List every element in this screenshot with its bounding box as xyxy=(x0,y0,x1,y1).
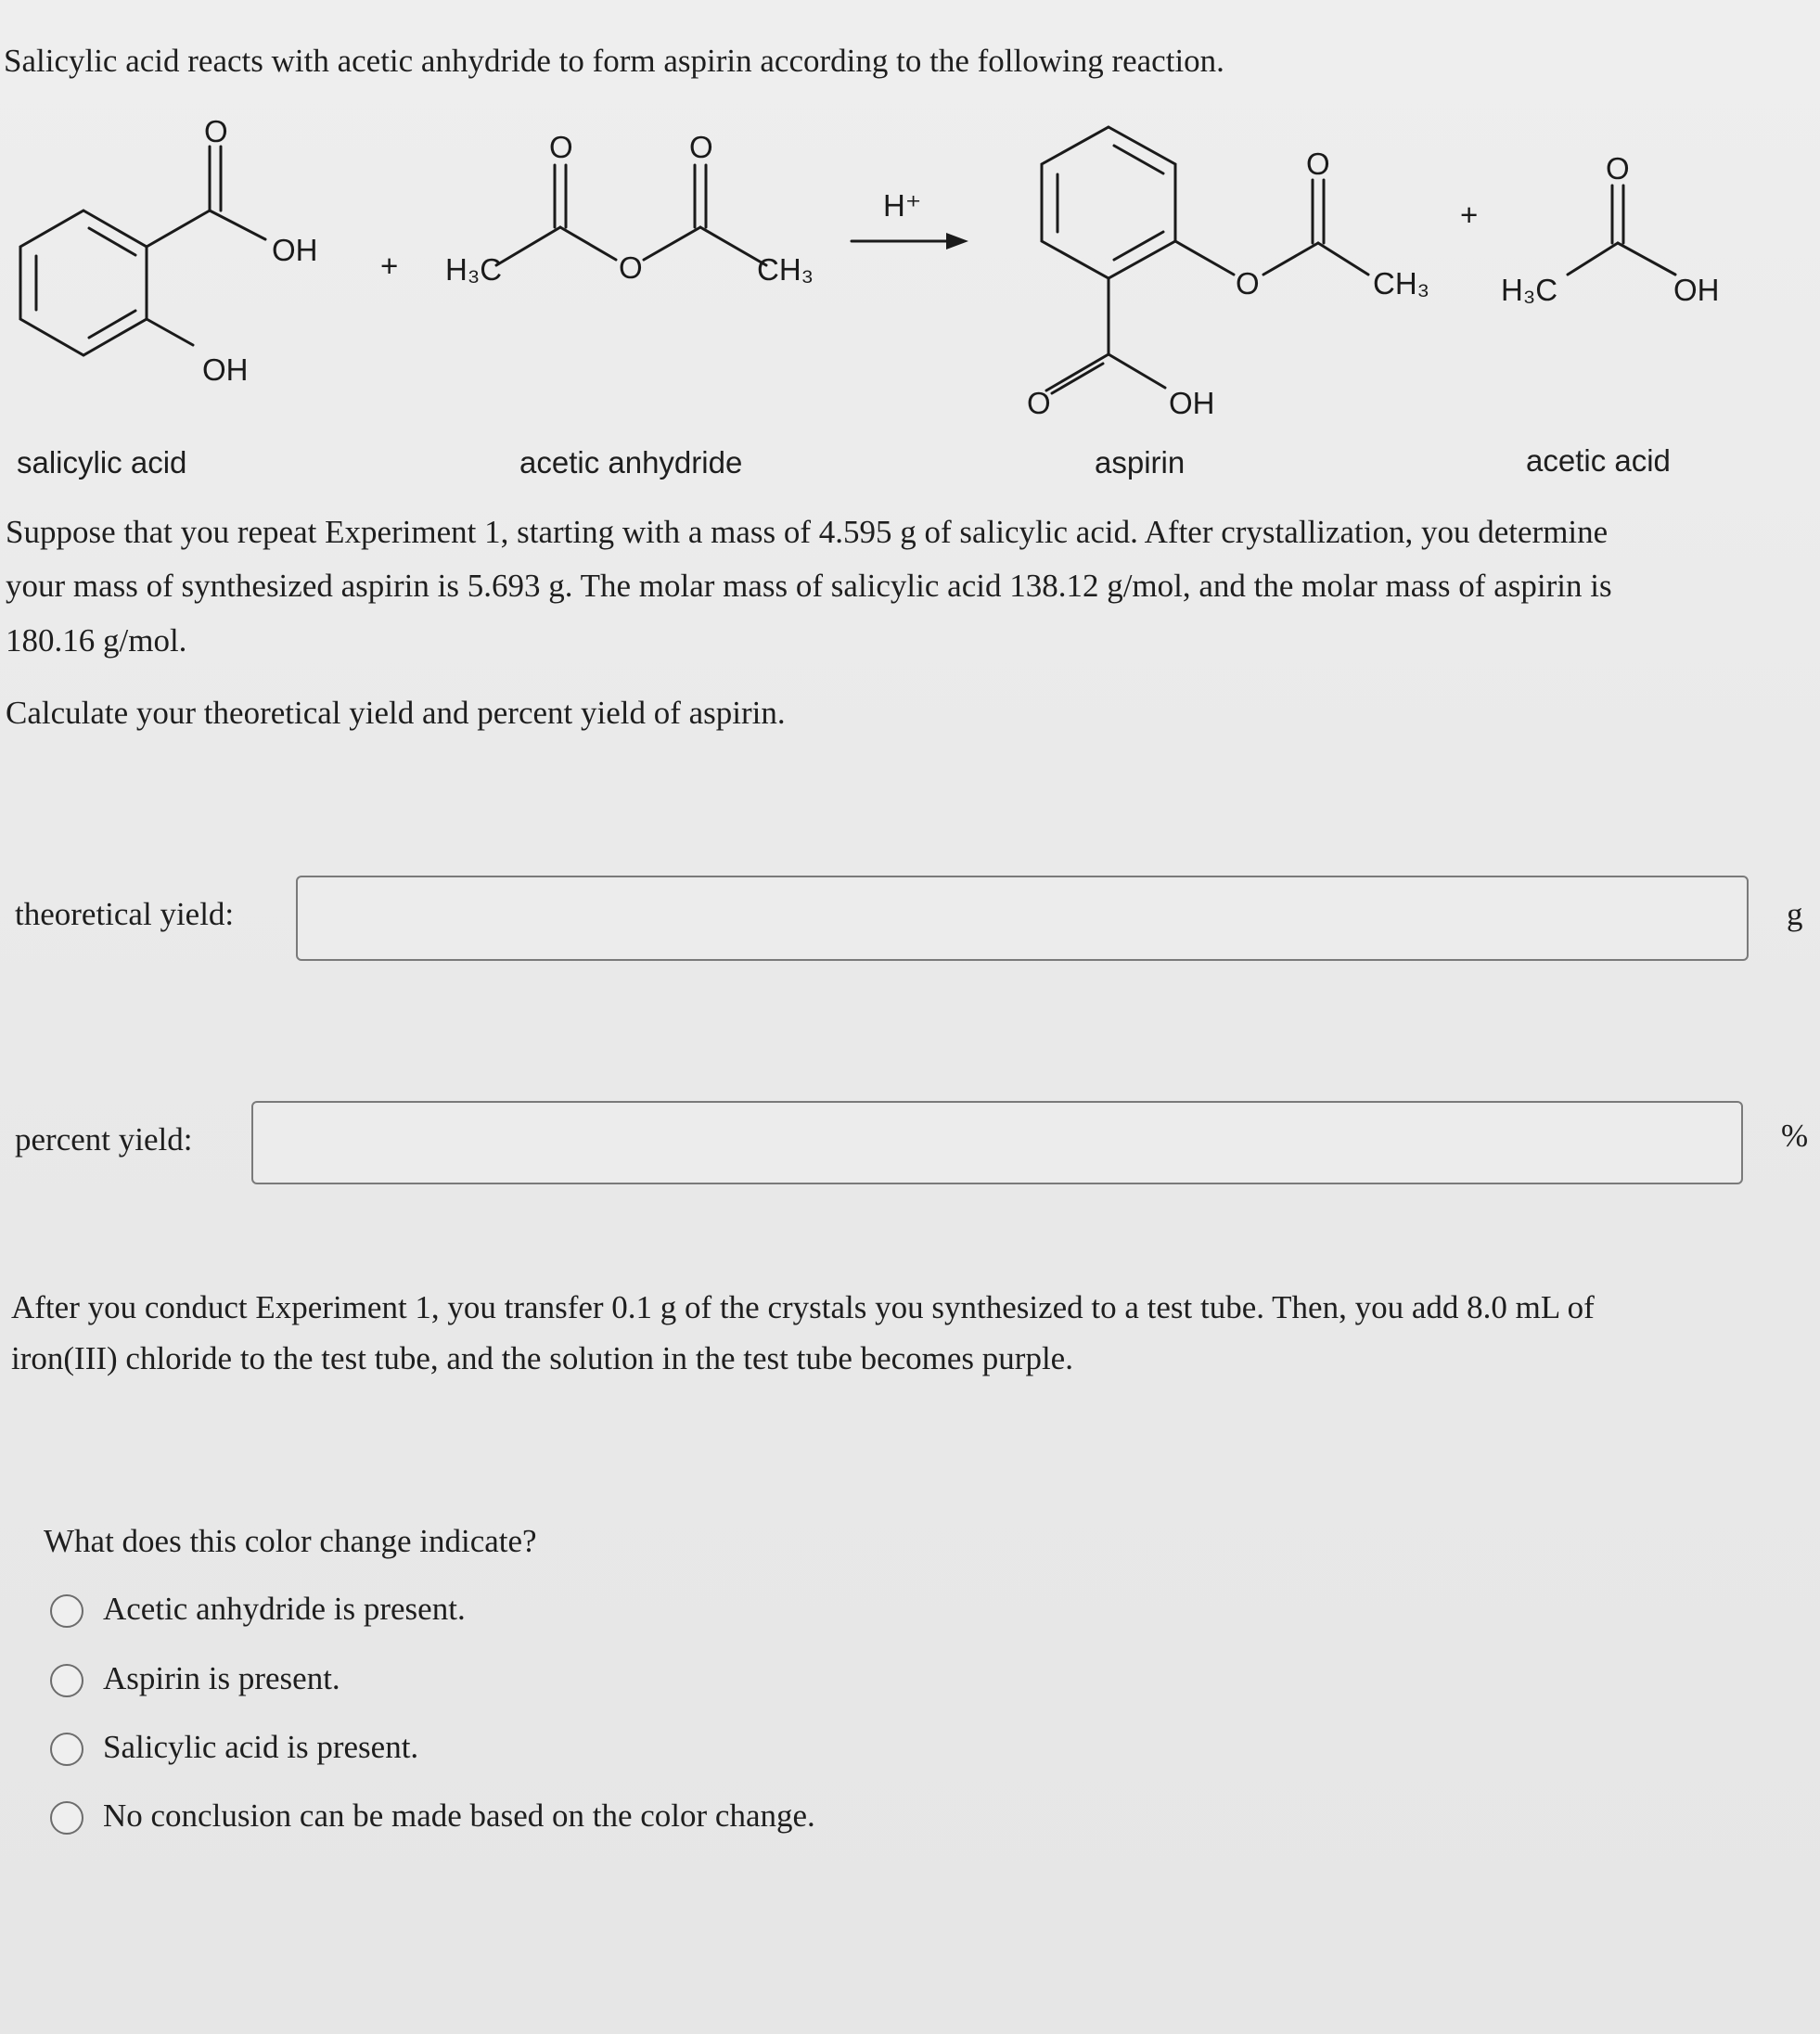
percent-yield-input[interactable] xyxy=(251,1101,1743,1184)
radio-button[interactable] xyxy=(50,1801,83,1835)
question-prompt: What does this color change indicate? xyxy=(44,1523,537,1559)
label-acetic-acid: acetic acid xyxy=(1526,443,1671,478)
plus-sign: + xyxy=(1460,198,1479,232)
atom-label: O xyxy=(1606,151,1630,185)
problem-line-1: Suppose that you repeat Experiment 1, starting with a mass of 4.595 g of salicylic acid. After crystallization, you determine xyxy=(6,514,1609,550)
intro-text: Salicylic acid reacts with acetic anhydride to form aspirin according to the following reaction. xyxy=(4,43,1224,79)
atom-label: H₃C xyxy=(445,252,503,287)
atom-label: H₃C xyxy=(1501,273,1558,307)
problem-line-2: your mass of synthesized aspirin is 5.693 g. The molar mass of salicylic acid 138.12 g/mol, and the molar mass of aspirin is xyxy=(6,568,1612,604)
option-label: No conclusion can be made based on the color change. xyxy=(103,1797,815,1834)
atom-label: OH xyxy=(202,352,249,387)
salicylic-ring xyxy=(20,211,147,355)
percent-yield-label: percent yield: xyxy=(15,1121,193,1158)
catalyst-label: H⁺ xyxy=(883,188,922,223)
option-aspirin[interactable] xyxy=(50,1660,885,1701)
label-aspirin: aspirin xyxy=(1095,445,1186,480)
plus-sign: + xyxy=(380,249,399,283)
atom-label: OH xyxy=(1673,273,1720,307)
atom-label: OH xyxy=(1169,386,1215,420)
label-salicylic-acid: salicylic acid xyxy=(17,445,187,480)
calculate-prompt: Calculate your theoretical yield and percent yield of aspirin. xyxy=(6,695,786,731)
atom-label: O xyxy=(1306,147,1330,181)
atom-label: OH xyxy=(272,233,318,267)
option-no-conclusion[interactable] xyxy=(50,1797,978,1838)
option-acetic-anhydride[interactable] xyxy=(50,1591,885,1631)
theoretical-yield-label: theoretical yield: xyxy=(15,896,235,932)
percent-yield-unit: % xyxy=(1781,1118,1809,1154)
option-label: Aspirin is present. xyxy=(103,1660,340,1696)
label-acetic-anhydride: acetic anhydride xyxy=(519,445,743,480)
option-label: Salicylic acid is present. xyxy=(103,1729,419,1765)
theoretical-yield-input[interactable] xyxy=(296,876,1749,961)
atom-label: O xyxy=(689,130,713,164)
atom-label: O xyxy=(1027,386,1051,420)
option-salicylic-acid[interactable] xyxy=(50,1729,885,1770)
experiment-line-1: After you conduct Experiment 1, you transfer 0.1 g of the crystals you synthesized to a test tube. Then, you add 8.0 mL of xyxy=(11,1289,1595,1325)
problem-line-3: 180.16 g/mol. xyxy=(6,622,187,659)
arrow-head xyxy=(946,233,968,249)
atom-label: O xyxy=(1236,266,1260,301)
atom-label: CH₃ xyxy=(1373,266,1430,301)
reaction-scheme xyxy=(0,93,1820,464)
radio-button[interactable] xyxy=(50,1733,83,1766)
option-label: Acetic anhydride is present. xyxy=(103,1591,466,1627)
atom-label: CH₃ xyxy=(757,252,814,287)
radio-button[interactable] xyxy=(50,1594,83,1628)
experiment-line-2: iron(III) chloride to the test tube, and the solution in the test tube becomes purple. xyxy=(11,1340,1073,1376)
aspirin-ring xyxy=(1042,127,1175,278)
atom-label: O xyxy=(204,114,228,148)
atom-label: O xyxy=(549,130,573,164)
theoretical-yield-unit: g xyxy=(1787,896,1803,932)
atom-label: O xyxy=(619,250,643,285)
radio-button[interactable] xyxy=(50,1664,83,1697)
